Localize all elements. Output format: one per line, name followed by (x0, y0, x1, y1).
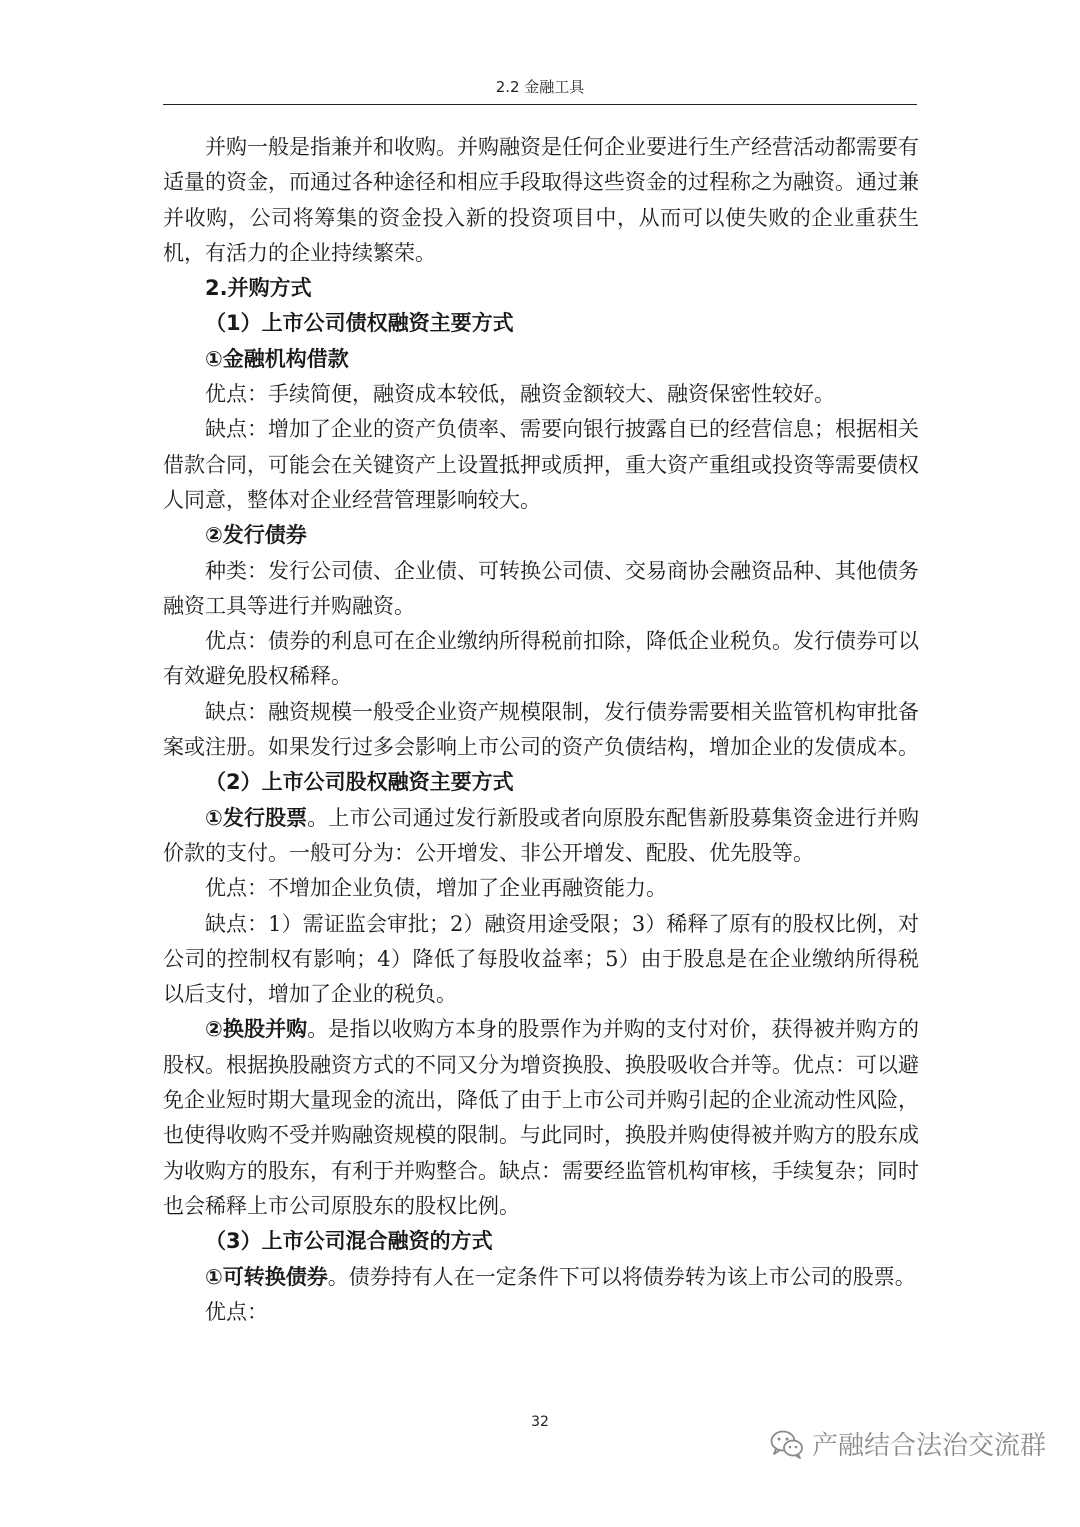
paragraph-bond-types: 种类：发行公司债、企业债、可转换公司债、交易商协会融资品种、其他债务融资工具等进行并购融资。 (163, 558, 919, 618)
paragraph-intro: 并购一般是指兼并和收购。并购融资是任何企业要进行生产经营活动都需要有适量的资金，而通过各种途径和相应手段取得这些资金的过程称之为融资。通过兼并收购，公司将筹集的资金投入新的投资项目中，从而可以使失败的企业重获生机，有活力的企业持续繁荣。 (163, 135, 919, 265)
page-number: 32 (531, 1414, 549, 1430)
header-rule (163, 104, 917, 105)
paragraph-loan-cons: 缺点：增加了企业的资产负债率、需要向银行披露自已的经营信息；根据相关借款合同，可能会在关键资产上设置抵押或质押，重大资产重组或投资等需要债权人同意，整体对企业经营管理影响较大。 (163, 417, 919, 512)
subsection-heading-hybrid: （3）上市公司混合融资的方式 (205, 1229, 493, 1254)
page-body (163, 130, 919, 1330)
wechat-icon (770, 1429, 804, 1459)
watermark-text: 产融结合法治交流群 (811, 1431, 1046, 1461)
paragraph-loan-pros: 优点：手续简便，融资成本较低，融资金额较大、融资保密性较好。 (205, 382, 835, 407)
convertible-description: 。债券持有人在一定条件下可以将债券转为该上市公司的股票。 (327, 1264, 916, 1289)
paragraph-swap (163, 1012, 919, 1224)
paragraph-convertible (163, 1260, 919, 1295)
section-heading-methods: 2.并购方式 (205, 276, 312, 301)
paragraph-bond-cons: 缺点：融资规模一般受企业资产规模限制，发行债券需要相关监管机构审批备案或注册。如果发行过多会影响上市公司的资产负债结构，增加企业的发债成本。 (163, 699, 919, 760)
item-heading-stock: ①发行股票 (205, 805, 308, 830)
stock-description: 。上市公司通过发行新股或者向原股东配售新股募集资金进行并购价款的支付。一般可分为：公开增发、非公开增发、配股、优先股等。 (163, 805, 920, 865)
item-heading-convertible: ①可转换债券 (205, 1264, 328, 1289)
item-heading-swap: ②换股并购 (205, 1017, 308, 1042)
paragraph-stock-cons: 缺点：1）需证监会审批；2）融资用途受限；3）稀释了原有的股权比例，对公司的控制权有影响；4）降低了每股收益率；5）由于股息是在企业缴纳所得税以后支付，增加了企业的税负。 (163, 911, 919, 1007)
paragraph-stock (163, 801, 919, 872)
running-header: 2.2 金融工具 (495, 78, 585, 96)
subsection-heading-debt: （1）上市公司债权融资主要方式 (205, 311, 514, 336)
subsection-heading-equity: （2）上市公司股权融资主要方式 (205, 770, 514, 795)
swap-description: 。是指以收购方本身的股票作为并购的支付对价，获得被并购方的股权。根据换股融资方式的不同又分为增资换股、换股吸收合并等。优点：可以避免企业短时期大量现金的流出，降低了由于上市公司并购引起的企业流动性风险，也使得收购不受并购融资规模的限制。与此同时，换股并购使得被并购方的股东成为收购方的股东，有利于并购整合。缺点：需要经监管机构审核，手续复杂；同时也会稀释上市公司原股东的股权比例。 (163, 1017, 920, 1218)
item-heading-bond: ②发行债券 (205, 523, 307, 548)
paragraph-convertible-pros: 优点： (205, 1299, 268, 1324)
item-heading-loan: ①金融机构借款 (205, 346, 349, 371)
paragraph-stock-pros: 优点：不增加企业负债，增加了企业再融资能力。 (205, 876, 667, 901)
watermark (770, 1425, 1046, 1462)
paragraph-bond-pros: 优点：债券的利息可在企业缴纳所得税前扣除，降低企业税负。发行债券可以有效避免股权稀释。 (163, 629, 919, 689)
